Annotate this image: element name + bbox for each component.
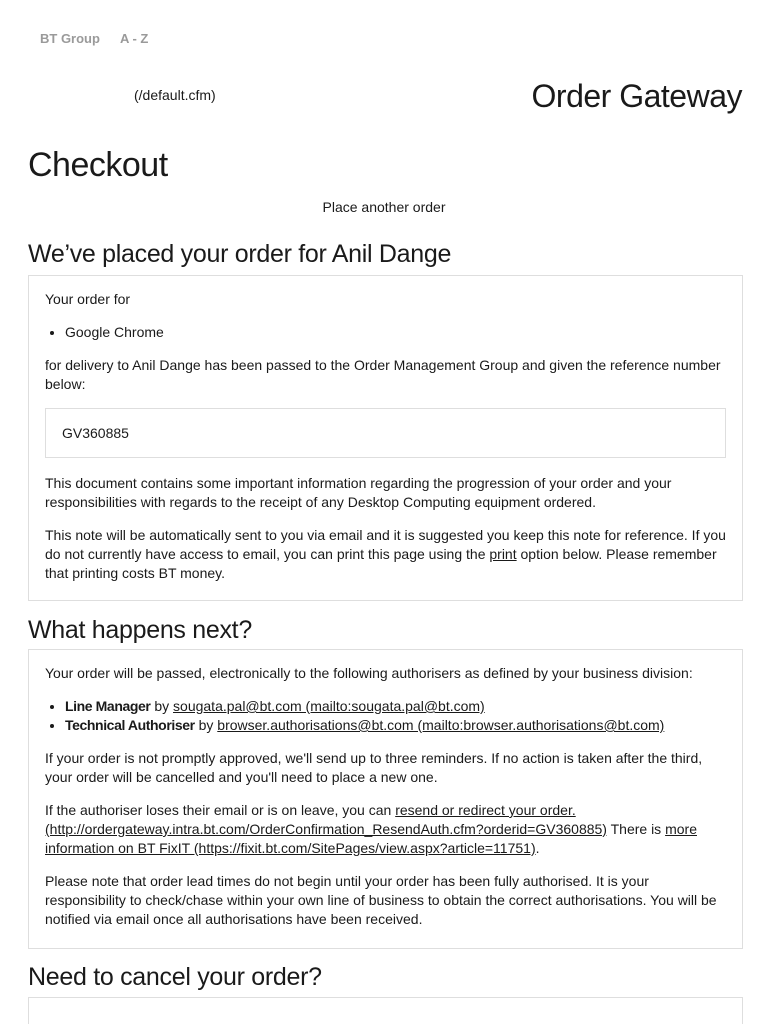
page-title: Checkout	[28, 146, 168, 184]
reminders-text: If your order is not promptly approved, we'll send up to three reminders. If no action is taken after the third, your order will be cancelled and you'll need to place a new one.	[45, 750, 703, 785]
email-note	[45, 526, 726, 583]
print-link[interactable]: print	[489, 546, 517, 562]
resend-text-end: .	[535, 840, 540, 856]
place-another-order-link	[0, 199, 768, 215]
cancel-order-heading: Need to cancel your order?	[28, 963, 322, 991]
order-intro: Your order for	[45, 291, 131, 307]
resend-text-start: If the authoriser loses their email or is on leave, you can	[45, 802, 396, 818]
resend-text-middle: There is	[606, 821, 666, 837]
what-happens-next-heading: What happens next?	[28, 616, 252, 644]
authorisers-list	[65, 697, 726, 735]
place-another-order-label[interactable]: Place another order	[322, 199, 446, 215]
ordered-items-list	[65, 323, 726, 342]
lead-times-text: Please note that order lead times do not begin until your order has been fully authorised. It is your responsibility to check/chase within your own line of business to obtain the correct authorisations. You will be notified via email once all authorisations have been received.	[45, 873, 717, 927]
order-placed-heading: We’ve placed your order for Anil Dange	[28, 240, 452, 268]
what-happens-next-panel	[28, 649, 743, 949]
info-text: This document contains some important information regarding the progression of your order and your responsibilities with regards to the receipt of any Desktop Computing equipment ordered.	[45, 475, 672, 510]
cancel-order-panel	[28, 997, 743, 1024]
site-title: Order Gateway	[531, 78, 742, 114]
nav-a-z[interactable]: A - Z	[119, 31, 149, 46]
reference-number-box	[45, 408, 726, 458]
technical-authoriser-email-link[interactable]: browser.authorisations@bt.com (mailto:browser.authorisations@bt.com)	[217, 717, 665, 733]
authoriser-role: Technical Authoriser	[65, 717, 195, 733]
fixit-info-link[interactable]: more information on BT FixIT (https://fixit.bt.com/SitePages/view.aspx?article=11751)	[45, 821, 697, 856]
top-navigation	[40, 31, 148, 46]
order-placed-panel	[28, 275, 743, 601]
ordered-item: • Google Chrome	[65, 323, 726, 342]
line-manager-email-link[interactable]: sougata.pal@bt.com (mailto:sougata.pal@bt.com)	[173, 698, 485, 714]
email-note-start: This note will be automatically sent to you via email and it is suggested you keep this note for reference. If you do not currently have access to email, you can print this page using the	[45, 527, 726, 562]
authorisers-intro: Your order will be passed, electronically to the following authorisers as defined by your business division:	[45, 665, 693, 681]
authoriser-item	[65, 716, 726, 735]
reference-number: GV360885	[62, 424, 129, 441]
authoriser-item	[65, 697, 726, 716]
home-link[interactable]: (/default.cfm)	[134, 87, 216, 103]
authoriser-by: by	[150, 698, 174, 714]
delivery-text: for delivery to Anil Dange has been passed to the Order Management Group and given the reference number below:	[45, 357, 721, 392]
resend-text	[45, 801, 726, 858]
nav-bt-group[interactable]: BT Group	[40, 31, 100, 46]
authoriser-by: by	[194, 717, 218, 733]
resend-order-link[interactable]: resend or redirect your order. (http://ordergateway.intra.bt.com/OrderConfirmation_ResendAuth.cfm?orderid=GV360885)	[45, 802, 607, 837]
authoriser-role: Line Manager	[65, 698, 151, 714]
email-note-end: option below. Please remember that printing costs BT money.	[45, 546, 717, 581]
